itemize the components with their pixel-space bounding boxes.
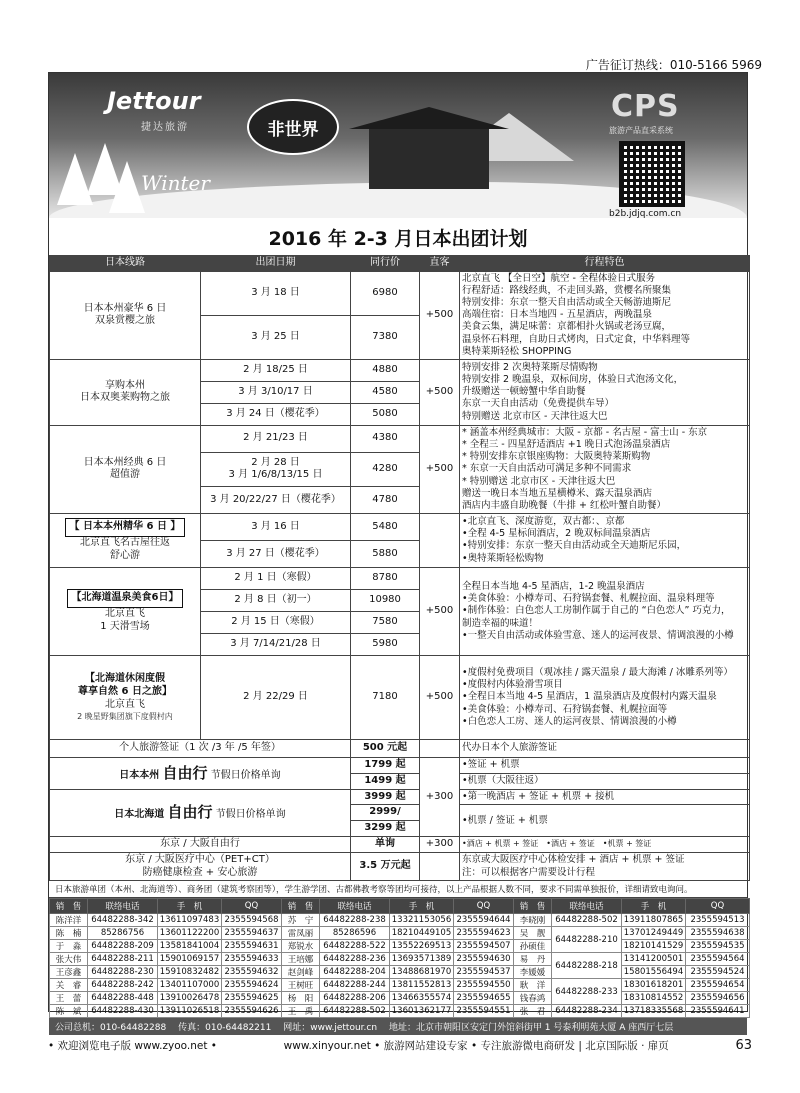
departure-date: 3 月 25 日 (201, 315, 351, 359)
sales-cell: 张大伟 (50, 953, 88, 966)
sales-cell: 18210141529 (622, 940, 686, 953)
table-row (50, 852, 750, 881)
sales-cell: 13488681970 (390, 966, 454, 979)
departure-date: 3 月 16 日 (201, 513, 351, 540)
sales-cell: 64482288-209 (88, 940, 158, 953)
sales-cell: 2355594568 (222, 914, 282, 927)
route-features: •酒店 + 机票 + 签证 •酒店 + 签证 •机票 + 签证 (460, 836, 750, 852)
peer-price: 4280 (351, 452, 420, 487)
sales-column-header: QQ (686, 899, 750, 914)
sales-cell: 15901069157 (158, 953, 222, 966)
honshu-free-travel: 日本本州 自由行 节假日价格单询 (50, 757, 351, 789)
sales-cell: 于 淼 (50, 940, 88, 953)
column-header: 同行价 (351, 256, 420, 272)
departure-date: 2 月 22/29 日 (201, 655, 351, 739)
sales-cell: 64482288-342 (88, 914, 158, 927)
sales-cell: 64482288-234 (552, 1005, 622, 1018)
sales-cell: 13552269513 (390, 940, 454, 953)
sales-cell: 郑锐水 (282, 940, 320, 953)
brand-subtitle: 捷达旅游 (141, 122, 189, 133)
sales-cell: 耿 洋 (514, 979, 552, 992)
sales-cell: 64482288-430 (88, 1005, 158, 1018)
peer-price: 7380 (351, 315, 420, 359)
sales-cell: 13910026478 (158, 992, 222, 1005)
sales-cell: 王树旺 (282, 979, 320, 992)
sales-cell: 64482288-244 (320, 979, 390, 992)
sales-cell: 2355594644 (454, 914, 514, 927)
sales-cell: 钱春鸿 (514, 992, 552, 1005)
sales-cell: 18301618201 (622, 979, 686, 992)
route-features: •北京直飞、深度游览，双古都：、京都 •全程 4-5 星标间酒店，2 晚双标间温泉酒店 •特别安排：东京一整天自由活动或全天迪斯尼乐园， •奥特莱斯轻松购物 (460, 513, 750, 567)
sales-cell: 2355594524 (686, 966, 750, 979)
sales-cell: 13911026518 (158, 1005, 222, 1018)
table-row (50, 1005, 750, 1018)
sales-cell: 64482288-238 (320, 914, 390, 927)
sales-cell: 王 蕾 (50, 992, 88, 1005)
page-title: 2016 年 2-3 月日本出团计划 (268, 228, 528, 250)
departure-date: 2 月 21/23 日 (201, 425, 351, 452)
sales-cell: 13601122200 (158, 927, 222, 940)
departure-date: 2 月 18/25 日 (201, 359, 351, 381)
sales-cell: 15910832482 (158, 966, 222, 979)
route-name: 【 日本本州精华 6 日 】 北京直飞名古屋往返 舒心游 (50, 513, 201, 567)
sales-cell: 13466355574 (390, 992, 454, 1005)
route-features: 北京直飞 【全日空】航空 - 全程体验日式服务 行程舒适：路线经典，不走回头路，赏樱名所聚集 特别安排：东京一整天自由活动或全天畅游迪斯尼 高端住宿：日本当地四 - 五星酒店，两晚温泉 美食云集，满足味蕾：京都相扑火锅或老汤豆腐， 温泉怀石料理，自助日式烤肉，日式定食，中华料理等 奥特莱斯轻松 SHOPPING (460, 271, 750, 359)
sales-cell: 2355594513 (686, 914, 750, 927)
sales-cell: 2355594638 (686, 927, 750, 940)
sales-cell: 张 君 (514, 1005, 552, 1018)
peer-price: 7580 (351, 611, 420, 633)
jettour-ad (48, 72, 748, 1034)
peer-price: 10980 (351, 589, 420, 611)
sales-cell: 李晓刚 (514, 914, 552, 927)
table-row (50, 359, 750, 381)
peer-price: 3299 起 (351, 821, 420, 837)
peer-price: 1799 起 (351, 757, 420, 773)
sales-column-header: 联络电话 (88, 899, 158, 914)
peer-price: 4580 (351, 381, 420, 403)
peer-price: 5480 (351, 513, 420, 540)
footer-mid: www.xinyour.net • 旅游网站建设专家 • 专注旅游微电商研发 | 北京国际版 · 扉页 (283, 1040, 669, 1052)
sales-cell: 雷凤丽 (282, 927, 320, 940)
sales-cell: 王 禹 (282, 1005, 320, 1018)
wonderland-logo-text: 非世界 (267, 120, 319, 140)
sales-column-header: 联络电话 (552, 899, 622, 914)
table-row (50, 425, 750, 452)
peer-price: 7180 (351, 655, 420, 739)
sales-cell: 2355594637 (222, 927, 282, 940)
departure-date: 3 月 7/14/21/28 日 (201, 633, 351, 655)
banner (49, 73, 747, 218)
sales-cell: 15801556494 (622, 966, 686, 979)
temple-hall-icon (369, 129, 489, 189)
footnote: 日本旅游单团（本州、北海道等）、商务团（建筑考察团等），学生游学团、古都佛教考察等团均可接待，以上产品根据人数不同，要求不同需单独报价，详细请致电询问。 (49, 881, 747, 898)
departure-date: 3 月 20/22/27 日（樱花季） (201, 487, 351, 514)
sales-column-header: 销 售 (282, 899, 320, 914)
sales-column-header: QQ (222, 899, 282, 914)
sales-cell: 13401107000 (158, 979, 222, 992)
table-row (50, 953, 750, 966)
departure-date: 2 月 8 日（初一） (201, 589, 351, 611)
sales-cell: 2355594623 (454, 927, 514, 940)
sales-cell: 2355594535 (686, 940, 750, 953)
route-name: 日本本州经典 6 日 超值游 (50, 425, 201, 513)
page-footer (48, 1038, 752, 1053)
sales-contact-table (49, 898, 750, 1018)
sales-cell: 18210449105 (390, 927, 454, 940)
sales-cell: 64482288-502 (552, 914, 622, 927)
sales-header-row (50, 899, 750, 914)
table-row (50, 927, 750, 940)
sales-cell: 13701249449 (622, 927, 686, 940)
sales-cell: 2355594626 (222, 1005, 282, 1018)
sales-cell: 2355594631 (222, 940, 282, 953)
tour-plan-table (49, 255, 750, 881)
footer-left[interactable]: • 欢迎浏览电子版 www.zyoo.net • (48, 1040, 217, 1052)
departure-date: 2 月 15 日（寒假） (201, 611, 351, 633)
route-features: •机票 / 签证 + 机票 (460, 805, 750, 837)
sales-cell: 64482288-204 (320, 966, 390, 979)
direct-add: +500 (420, 359, 460, 425)
sales-cell: 易 丹 (514, 953, 552, 966)
sales-cell: 64482288-210 (552, 927, 622, 953)
visa-service: 个人旅游签证（1 次 /3 年 /5 年签） (50, 739, 351, 757)
direct-add (420, 739, 460, 757)
visa-price: 500 元起 (351, 739, 420, 757)
page-number: 63 (735, 1038, 752, 1053)
table-header-row (50, 256, 750, 272)
sales-cell: 陈 斌 (50, 1005, 88, 1018)
sales-cell: 13601362177 (390, 1005, 454, 1018)
peer-price: 5980 (351, 633, 420, 655)
sales-cell: 吴 靓 (514, 927, 552, 940)
departure-date: 3 月 18 日 (201, 271, 351, 315)
sales-cell: 64482288-211 (88, 953, 158, 966)
sales-cell: 杨 阳 (282, 992, 320, 1005)
sales-cell: 85286596 (320, 927, 390, 940)
sales-cell: 2355594625 (222, 992, 282, 1005)
sales-cell: 18310814552 (622, 992, 686, 1005)
table-row (50, 757, 750, 773)
route-name: 享购本州 日本双奥莱购物之旅 (50, 359, 201, 425)
route-features: •机票（大阪往返） (460, 773, 750, 789)
peer-price: 3999 起 (351, 789, 420, 805)
direct-add: +500 (420, 425, 460, 513)
route-name: 日本本州豪华 6 日 双泉赏樱之旅 (50, 271, 201, 359)
temple-roof-icon (349, 107, 509, 129)
peer-price: 8780 (351, 567, 420, 589)
route-name: 【北海道休闲度假 尊享自然 6 日之旅】 北京直飞 2 晚星野集团旗下度假村内 (50, 655, 201, 739)
qr-url: b2b.jdjq.com.cn (609, 209, 682, 219)
table-row (50, 789, 750, 805)
route-name: 【北海道温泉美食6日】 北京直飞 1 天滑雪场 (50, 567, 201, 655)
sales-cell: 2355594633 (222, 953, 282, 966)
tokyo-osaka-free-travel: 东京 / 大阪自由行 (50, 836, 351, 852)
sales-cell: 13693571389 (390, 953, 454, 966)
medical-service: 东京 / 大阪医疗中心（PET+CT） 防癌健康检查 + 安心旅游 (50, 852, 351, 881)
sales-cell: 2355594624 (222, 979, 282, 992)
column-header: 行程特色 (460, 256, 750, 272)
column-header: 直客 (420, 256, 460, 272)
table-row (50, 271, 750, 315)
peer-price: 2999/ (351, 805, 420, 821)
peer-price: 5080 (351, 403, 420, 425)
peer-price: 4780 (351, 487, 420, 514)
sales-cell: 2355594654 (686, 979, 750, 992)
direct-add: +500 (420, 271, 460, 359)
sales-cell: 13911807865 (622, 914, 686, 927)
departure-date: 2 月 1 日（寒假） (201, 567, 351, 589)
sales-cell: 13321153056 (390, 914, 454, 927)
company-info: 公司总机：010-64482288 传真：010-64482211 网址：www.jettour.cn 地址：北京市朝阳区安定门外馆斜街甲 1 号泰利明苑大厦 A 座西厅七层 (49, 1018, 747, 1035)
direct-add: +300 (420, 836, 460, 852)
sales-cell: 王彦鑫 (50, 966, 88, 979)
direct-add (420, 513, 460, 567)
direct-add: +300 (420, 757, 460, 836)
sales-cell: 陈 楠 (50, 927, 88, 940)
route-features: •度假村免费项目（观冰挂 / 露天温泉 / 最大海滩 / 冰雕系列等） •度假村内体验滑雪项目 •全程日本当地 4-5 星酒店，1 温泉酒店及度假村内露天温泉 •美食体验：小樽寿司、石狩锅套餐、札幌拉面等 •白色恋人工房、迷人的运河夜景、情调浪漫的小樽 (460, 655, 750, 739)
sales-cell: 关 睿 (50, 979, 88, 992)
departure-date: 3 月 3/10/17 日 (201, 381, 351, 403)
sales-cell: 64482288-233 (552, 979, 622, 1005)
departure-date: 2 月 28 日 3 月 1/6/8/13/15 日 (201, 452, 351, 487)
sales-cell: 2355594630 (454, 953, 514, 966)
table-row (50, 940, 750, 953)
sales-cell: 13811552813 (390, 979, 454, 992)
departure-date: 3 月 27 日（樱花季） (201, 540, 351, 567)
hokkaido-free-travel: 日本北海道 自由行 节假日价格单询 (50, 789, 351, 836)
sales-column-header: 销 售 (50, 899, 88, 914)
peer-price: 6980 (351, 271, 420, 315)
brand-logo: Jettour (107, 87, 201, 115)
sales-cell: 64482288-236 (320, 953, 390, 966)
column-header: 日本线路 (50, 256, 201, 272)
departure-date: 3 月 24 日（樱花季） (201, 403, 351, 425)
direct-add (420, 852, 460, 881)
table-row (50, 979, 750, 992)
sales-cell: 64482288-448 (88, 992, 158, 1005)
sales-cell: 2355594655 (454, 992, 514, 1005)
peer-price: 1499 起 (351, 773, 420, 789)
sales-cell: 2355594507 (454, 940, 514, 953)
sales-column-header: 手 机 (390, 899, 454, 914)
sales-cell: 64482288-502 (320, 1005, 390, 1018)
visa-feature: 代办日本个人旅游签证 (460, 739, 750, 757)
sales-cell: 2355594564 (686, 953, 750, 966)
sales-cell: 陈洋洋 (50, 914, 88, 927)
ad-hotline: 广告征订热线：010-5166 5969 (585, 58, 762, 72)
direct-add: +500 (420, 655, 460, 739)
sales-cell: 苏 宁 (282, 914, 320, 927)
sales-cell: 64482288-218 (552, 953, 622, 979)
sales-cell: 13611097483 (158, 914, 222, 927)
sales-cell: 2355594656 (686, 992, 750, 1005)
qr-code-icon[interactable] (619, 141, 685, 207)
peer-price: 单询 (351, 836, 420, 852)
sales-cell: 13718335568 (622, 1005, 686, 1018)
sales-cell: 64482288-230 (88, 966, 158, 979)
sales-cell: 64482288-242 (88, 979, 158, 992)
sales-column-header: QQ (454, 899, 514, 914)
direct-add: +500 (420, 567, 460, 655)
table-row (50, 836, 750, 852)
table-row (50, 513, 750, 540)
sales-cell: 64482288-522 (320, 940, 390, 953)
sales-cell: 赵剑峰 (282, 966, 320, 979)
peer-price: 5880 (351, 540, 420, 567)
column-header: 出团日期 (201, 256, 351, 272)
medical-feature: 东京或大阪医疗中心体检安排 + 酒店 + 机票 + 签证 注：可以根据客户需要设计行程 (460, 852, 750, 881)
sales-cell: 2355594550 (454, 979, 514, 992)
table-row (50, 914, 750, 927)
table-row (50, 966, 750, 979)
sales-column-header: 联络电话 (320, 899, 390, 914)
sales-cell: 2355594537 (454, 966, 514, 979)
medical-price: 3.5 万元起 (351, 852, 420, 881)
sales-column-header: 手 机 (158, 899, 222, 914)
table-row (50, 992, 750, 1005)
sales-cell: 13141200501 (622, 953, 686, 966)
sales-cell: 李媛媛 (514, 966, 552, 979)
sales-column-header: 销 售 (514, 899, 552, 914)
tree-icon (109, 161, 145, 213)
peer-price: 4880 (351, 359, 420, 381)
route-features: 特别安排 2 次奥特莱斯尽情购物 特别安排 2 晚温泉，双标间房，体验日式泡汤文化， 升级赠送一顿螃蟹中华自助餐 东京一天自由活动（免费提供车导） 特别赠送 北京市区 - 天津往返大巴 (460, 359, 750, 425)
route-features: •签证 + 机票 (460, 757, 750, 773)
table-row (50, 567, 750, 589)
sales-column-header: 手 机 (622, 899, 686, 914)
sales-cell: 85286756 (88, 927, 158, 940)
peer-price: 4380 (351, 425, 420, 452)
table-row (50, 739, 750, 757)
table-row (50, 655, 750, 739)
sales-cell: 王培娜 (282, 953, 320, 966)
sales-cell: 2355594641 (686, 1005, 750, 1018)
route-features: 全程日本当地 4-5 星酒店，1-2 晚温泉酒店 •美食体验：小樽寿司、石狩锅套餐、札幌拉面、温泉料理等 •制作体验：白色恋人工房制作属于自己的 “白色恋人” 巧克力， 制造幸福的味道！ •一整天自由活动或体验雪意、迷人的运河夜景、情调浪漫的小樽 (460, 567, 750, 655)
sales-cell: 64482288-206 (320, 992, 390, 1005)
sales-cell: 13581841004 (158, 940, 222, 953)
winter-label: Winter (141, 171, 210, 195)
route-features: * 涵盖本州经典城市：大阪 - 京都 - 名古屋 - 富士山 - 东京 * 全程三 - 四星舒适酒店 +1 晚日式泡汤温泉酒店 * 特别安排东京银座购物：大阪奥特莱斯购物 * 东京一天自由活动可满足多种不同需求 * 特别赠送 北京市区 - 天津往返大巴 赠送一晚日本当地五星横樽米、露天温泉酒店 酒店内丰盛自助晚餐（牛排 + 红松叶蟹自助餐） (460, 425, 750, 513)
route-features: •第一晚酒店 + 签证 + 机票 + 接机 (460, 789, 750, 805)
cps-subtitle: 旅游产品直采系统 (609, 126, 673, 135)
cps-logo: CPS (611, 89, 680, 124)
sales-cell: 2355594551 (454, 1005, 514, 1018)
sales-cell: 2355594632 (222, 966, 282, 979)
sales-cell: 孙硕佳 (514, 940, 552, 953)
